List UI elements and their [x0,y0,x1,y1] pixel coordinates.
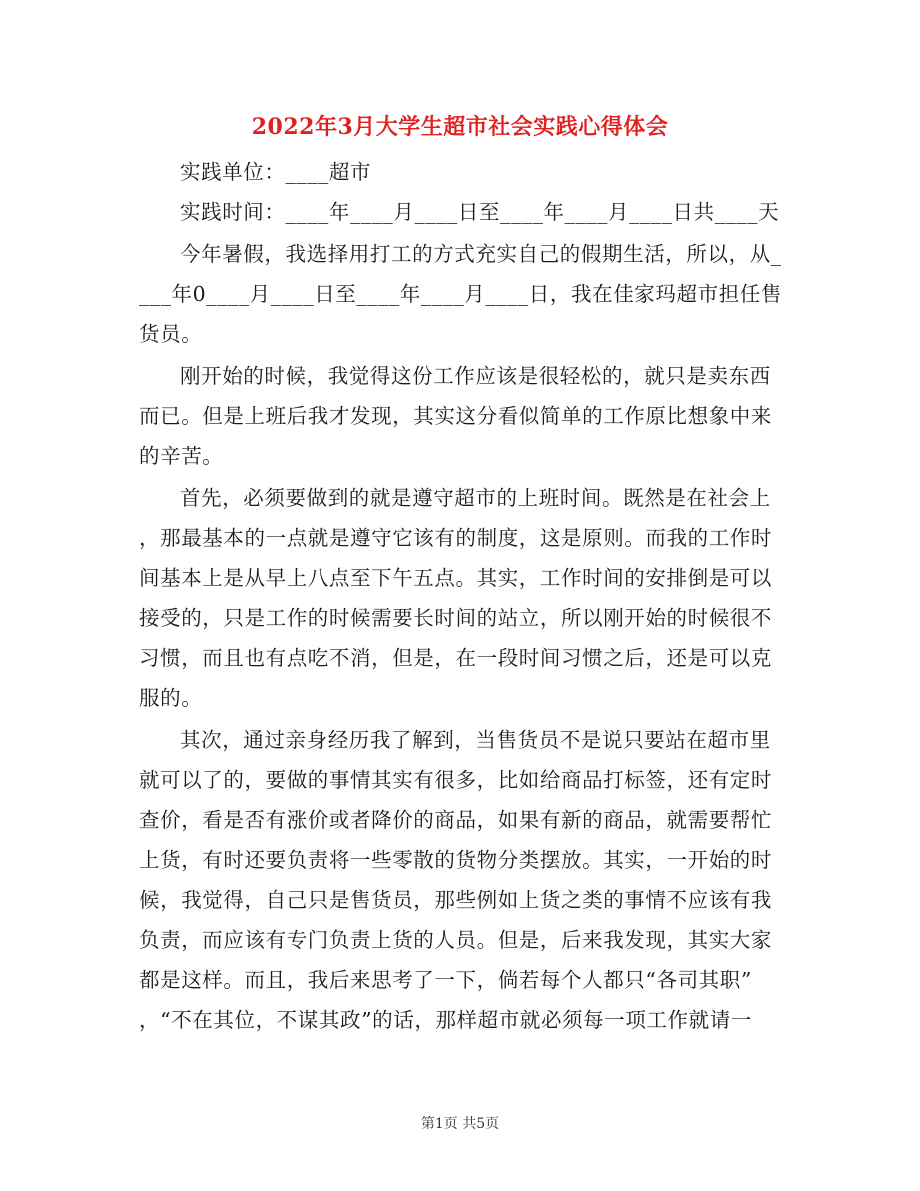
paragraph-line: 实践单位：____超市 [180,160,372,184]
paragraph-line: 查价，看是否有涨价或者降价的商品，如果有新的商品，就需要帮忙 [139,808,772,832]
paragraph-line: 今年暑假，我选择用打工的方式充实自己的假期生活，所以，从_ [180,242,782,266]
paragraph-line: 而已。但是上班后我才发现，其实这分看似简单的工作原比想象中来 [139,404,772,428]
paragraph-line: 实践时间：____年____月____日至____年____月____日共____天 [180,200,780,224]
paragraph-line: 首先，必须要做到的就是遵守超市的上班时间。既然是在社会上 [180,486,771,510]
paragraph-line: 上货，有时还要负责将一些零散的货物分类摆放。其实，一开始的时 [139,848,772,872]
paragraph-line: 刚开始的时候，我觉得这份工作应该是很轻松的，就只是卖东西 [180,364,771,388]
page-number-footer: 第1页 共5页 [420,1116,500,1132]
paragraph-line: 就可以了的，要做的事情其实有很多，比如给商品打标签，还有定时 [139,768,772,792]
paragraph-line: 接受的，只是工作的时候需要长时间的站立，所以刚开始的时候很不 [139,606,772,630]
paragraph-line: 其次，通过亲身经历我了解到，当售货员不是说只要站在超市里 [180,728,771,752]
paragraph-line: 货员。 [139,322,203,346]
paragraph-line: ，“不在其位，不谋其政”的话，那样超市就必须每一项工作就请一 [139,1008,752,1032]
document-title: 2022年3月大学生超市社会实践心得体会 [251,114,669,140]
paragraph-line: 候，我觉得，自己只是售货员，那些例如上货之类的事情不应该有我 [139,888,772,912]
paragraph-line: 间基本上是从早上八点至下午五点。其实，工作时间的安排倒是可以 [139,566,772,590]
paragraph-line: 服的。 [139,686,203,710]
paragraph-line: 的辛苦。 [139,444,224,468]
paragraph-line: 习惯，而且也有点吃不消，但是，在一段时间习惯之后，还是可以克 [139,646,772,670]
paragraph-line: 都是这样。而且，我后来思考了一下，倘若每个人都只“各司其职” [139,968,752,992]
paragraph-line: 负责，而应该有专门负责上货的人员。但是，后来我发现，其实大家 [139,928,772,952]
paragraph-line: ，那最基本的一点就是遵守它该有的制度，这是原则。而我的工作时 [139,526,772,550]
paragraph-line: ___年0____月____日至____年____月____日，我在佳家玛超市担任售 [139,282,782,306]
